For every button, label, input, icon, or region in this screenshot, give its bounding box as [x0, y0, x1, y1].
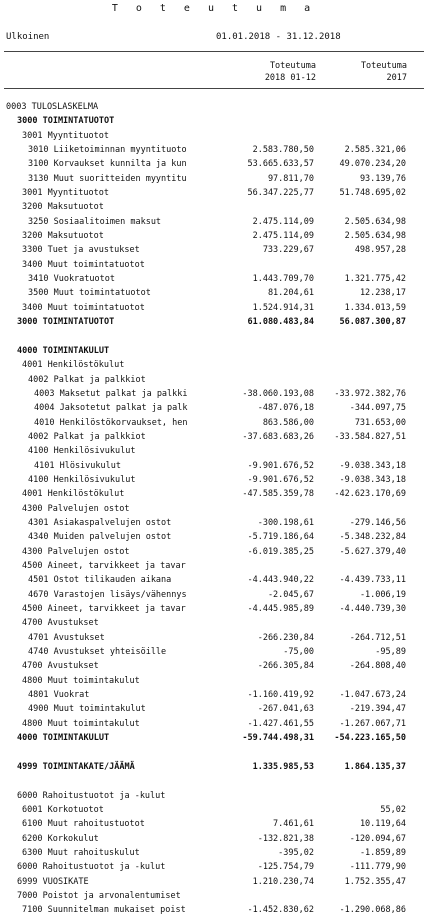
- row-label: 3200 Maksutuotot: [22, 231, 104, 242]
- row-value-current: 81.204,61: [267, 288, 314, 299]
- row-label: 7100 Suunnitelman mukaiset poist: [22, 905, 186, 916]
- row-value-previous: 2.505.634,98: [344, 216, 406, 227]
- column-header-current-line2: 2018 01-12: [264, 73, 316, 83]
- row-value-current: -1.452.830,62: [247, 905, 314, 916]
- row-value-previous: 2.505.634,98: [344, 231, 406, 242]
- table-row: [0, 430, 428, 444]
- row-value-current: 53.665.633,57: [247, 159, 314, 170]
- table-row: [0, 702, 428, 716]
- report-title: T o t e u t u m a: [111, 3, 317, 14]
- row-value-previous: -279.146,56: [349, 517, 406, 528]
- row-label: 6300 Muut rahoituskulut: [22, 847, 140, 858]
- row-value-current: -37.683.683,26: [242, 431, 314, 442]
- row-label: 3410 Vuokratuotot: [28, 274, 115, 285]
- table-row: [0, 502, 428, 516]
- row-label: 4002 Palkat ja palkkiot: [28, 431, 146, 442]
- row-value-previous: 2.585.321,06: [344, 145, 406, 156]
- row-value-current: 1.210.230,74: [252, 876, 314, 887]
- row-spacer: [0, 745, 428, 759]
- entity-label: Ulkoinen: [6, 32, 50, 42]
- row-value-current: -75,00: [283, 647, 314, 658]
- row-label: 4700 Avustukset: [22, 618, 99, 629]
- row-label: 4300 Palvelujen ostot: [22, 503, 130, 514]
- row-value-previous: 10.119,64: [359, 819, 406, 830]
- row-value-current: -2.045,67: [267, 589, 314, 600]
- table-row: [0, 760, 428, 774]
- table-row: [0, 573, 428, 587]
- row-value-previous: 56.087.300,87: [339, 317, 406, 328]
- row-value-current: -9.901.676,52: [247, 460, 314, 471]
- row-value-current: -266.230,84: [257, 632, 314, 643]
- table-row: [0, 889, 428, 903]
- row-value-current: -47.585.359,78: [242, 489, 314, 500]
- row-value-current: -300.198,61: [257, 517, 314, 528]
- row-value-current: 2.475.114,09: [252, 216, 314, 227]
- table-row: [0, 731, 428, 745]
- table-row: [0, 817, 428, 831]
- table-row: [0, 860, 428, 874]
- table-row: [0, 286, 428, 300]
- row-label: 4300 Palvelujen ostot: [22, 546, 130, 557]
- table-row: [0, 616, 428, 630]
- table-row: [0, 143, 428, 157]
- row-value-previous: -219.394,47: [349, 704, 406, 715]
- row-value-previous: -42.623.170,69: [334, 489, 406, 500]
- table-row: [0, 674, 428, 688]
- row-value-previous: -1.290.068,86: [339, 905, 406, 916]
- row-value-previous: -264.712,51: [349, 632, 406, 643]
- row-value-previous: -9.038.343,18: [339, 474, 406, 485]
- row-label: 3000 TOIMINTATUOTOT: [17, 317, 115, 328]
- row-value-current: 2.475.114,09: [252, 231, 314, 242]
- row-label: 4800 Muut toimintakulut: [22, 718, 140, 729]
- row-value-current: -395,02: [278, 847, 314, 858]
- row-label: 4801 Vuokrat: [28, 690, 90, 701]
- table-row: [0, 545, 428, 559]
- row-label: 6999 VUOSIKATE: [17, 876, 89, 887]
- row-value-current: 1.524.914,31: [252, 302, 314, 313]
- row-label: 4740 Avustukset yhteisöille: [28, 647, 167, 658]
- row-value-previous: -344.097,75: [349, 403, 406, 414]
- row-label: 3000 TOIMINTATUOTOT: [17, 116, 115, 127]
- row-value-previous: -9.038.343,18: [339, 460, 406, 471]
- row-label: 4999 TOIMINTAKATE/JÄÄMÄ: [17, 761, 135, 772]
- row-label: 4100 Henkilösivukulut: [28, 446, 136, 457]
- row-label: 3001 Myyntituotot: [22, 188, 109, 199]
- table-row: [0, 559, 428, 573]
- row-label: 7000 Poistot ja arvonalentumiset: [17, 890, 181, 901]
- row-value-previous: 1.864.135,37: [344, 761, 406, 772]
- row-value-current: -38.060.193,08: [242, 388, 314, 399]
- table-row: [0, 659, 428, 673]
- column-header-previous-line2: 2017: [386, 73, 407, 83]
- row-value-current: -487.076,18: [257, 403, 314, 414]
- row-label: 6000 Rahoitustuotot ja -kulut: [17, 790, 166, 801]
- table-row: [0, 803, 428, 817]
- row-label: 4010 Henkilöstökorvaukset, hen: [34, 417, 188, 428]
- column-header-current: [246, 60, 316, 84]
- table-row: [0, 373, 428, 387]
- table-row: [0, 645, 428, 659]
- row-label: 4800 Muut toimintakulut: [22, 675, 140, 686]
- row-value-current: 1.335.985,53: [252, 761, 314, 772]
- row-label: 4670 Varastojen lisäys/vähennys: [28, 589, 187, 600]
- table-row: [0, 530, 428, 544]
- row-label: 4101 Hlösivukulut: [34, 460, 121, 471]
- row-value-current: 863.586,00: [262, 417, 314, 428]
- row-value-previous: -1.859,89: [359, 847, 406, 858]
- row-label: 3400 Muut toimintatuotot: [22, 259, 145, 270]
- row-label: 4301 Asiakaspalvelujen ostot: [28, 517, 172, 528]
- row-value-previous: -264.808,40: [349, 661, 406, 672]
- table-row: [0, 459, 428, 473]
- row-label: 6100 Muut rahoitustuotot: [22, 819, 145, 830]
- row-label: 0003 TULOSLASKELMA: [6, 102, 99, 112]
- row-label: 3001 Myyntituotot: [22, 130, 109, 141]
- row-value-current: -9.901.676,52: [247, 474, 314, 485]
- row-value-previous: 93.139,76: [359, 173, 406, 184]
- table-row: [0, 631, 428, 645]
- table-row: [0, 100, 428, 114]
- table-row: [0, 200, 428, 214]
- row-value-previous: -4.440.739,30: [339, 604, 406, 615]
- table-row: [0, 473, 428, 487]
- row-value-current: 2.583.780,50: [252, 145, 314, 156]
- row-value-previous: 49.070.234,20: [339, 159, 406, 170]
- row-label: 4100 Henkilösivukulut: [28, 474, 136, 485]
- row-value-current: 1.443.709,70: [252, 274, 314, 285]
- row-value-current: -1.160.419,92: [247, 690, 314, 701]
- row-label: 4003 Maksetut palkat ja palkki: [34, 388, 188, 399]
- row-label: 4500 Aineet, tarvikkeet ja tavar: [22, 561, 186, 571]
- table-row: [0, 832, 428, 846]
- row-value-previous: -54.223.165,50: [334, 733, 406, 744]
- table-row: [0, 358, 428, 372]
- row-value-previous: -1.006,19: [359, 589, 406, 600]
- row-value-current: -132.821,38: [257, 833, 314, 844]
- table-row: [0, 157, 428, 171]
- row-value-previous: 51.748.695,02: [339, 188, 406, 199]
- table-row: [0, 229, 428, 243]
- table-row: [0, 602, 428, 616]
- row-label: 4002 Palkat ja palkkiot: [28, 374, 146, 385]
- column-header-previous: [345, 60, 407, 84]
- row-value-current: 61.080.483,84: [247, 317, 314, 328]
- income-statement-table: [0, 100, 428, 918]
- table-row: [0, 487, 428, 501]
- row-value-previous: -4.439.733,11: [339, 575, 406, 586]
- table-row: [0, 516, 428, 530]
- table-row: [0, 172, 428, 186]
- table-row: [0, 416, 428, 430]
- row-label: 3300 Tuet ja avustukset: [22, 245, 140, 256]
- row-value-previous: -33.584.827,51: [334, 431, 406, 442]
- table-row: [0, 129, 428, 143]
- row-value-previous: 1.321.775,42: [344, 274, 406, 285]
- table-row: [0, 243, 428, 257]
- row-value-previous: 1.334.013,59: [344, 302, 406, 313]
- table-row: [0, 315, 428, 329]
- row-value-current: -6.019.385,25: [247, 546, 314, 557]
- row-label: 4001 Henkilöstökulut: [22, 489, 125, 500]
- row-label: 4000 TOIMINTAKULUT: [17, 345, 110, 356]
- table-row: [0, 258, 428, 272]
- row-value-current: 733.229,67: [262, 245, 314, 256]
- row-value-previous: -33.972.382,76: [334, 388, 406, 399]
- row-label: 6001 Korkotuotot: [22, 804, 104, 815]
- table-row: [0, 903, 428, 917]
- row-value-previous: -120.094,67: [349, 833, 406, 844]
- column-header-previous-line1: Toteutuma: [360, 61, 407, 71]
- table-row: [0, 401, 428, 415]
- row-value-current: -1.427.461,55: [247, 718, 314, 729]
- row-label: 4340 Muiden palvelujen ostot: [28, 532, 172, 543]
- table-row: [0, 272, 428, 286]
- table-row: [0, 789, 428, 803]
- row-label: 3100 Korvaukset kunnilta ja kun: [28, 159, 187, 170]
- row-value-previous: -1.267.067,71: [339, 718, 406, 729]
- table-row: [0, 717, 428, 731]
- table-row: [0, 875, 428, 889]
- row-value-current: -59.744.498,31: [242, 733, 314, 744]
- table-row: [0, 846, 428, 860]
- column-header-current-line1: Toteutuma: [269, 61, 316, 71]
- row-value-current: -266.305,84: [257, 661, 314, 672]
- table-row: [0, 114, 428, 128]
- row-label: 3250 Sosiaalitoimen maksut: [28, 216, 162, 227]
- table-row: [0, 387, 428, 401]
- row-value-previous: -5.348.232,84: [339, 532, 406, 543]
- row-value-previous: 12.238,17: [359, 288, 406, 299]
- row-spacer: [0, 774, 428, 788]
- row-label: 6200 Korkokulut: [22, 833, 99, 844]
- row-value-current: -4.443.940,22: [247, 575, 314, 586]
- row-value-previous: 1.752.355,47: [344, 876, 406, 887]
- row-value-current: 7.461,61: [273, 819, 314, 830]
- row-label: 3500 Muut toimintatuotot: [28, 288, 151, 299]
- table-row: [0, 588, 428, 602]
- row-value-previous: 498.957,28: [354, 245, 406, 256]
- row-label: 3400 Muut toimintatuotot: [22, 302, 145, 313]
- row-value-current: 56.347.225,77: [247, 188, 314, 199]
- row-value-current: -125.754,79: [257, 862, 314, 873]
- table-row: [0, 301, 428, 315]
- row-label: 4000 TOIMINTAKULUT: [17, 733, 110, 744]
- row-label: 4701 Avustukset: [28, 632, 105, 643]
- table-row: [0, 215, 428, 229]
- table-row: [0, 444, 428, 458]
- row-value-current: -267.041,63: [257, 704, 314, 715]
- row-label: 3200 Maksutuotot: [22, 202, 104, 213]
- row-spacer: [0, 330, 428, 344]
- table-row: [0, 344, 428, 358]
- header-rule-top: [4, 51, 424, 52]
- row-label: 4700 Avustukset: [22, 661, 99, 672]
- header-rule-bottom: [4, 88, 424, 89]
- row-value-previous: -95,89: [375, 647, 406, 658]
- row-value-previous: -5.627.379,40: [339, 546, 406, 557]
- row-label: 6000 Rahoitustuotot ja -kulut: [17, 862, 166, 873]
- row-label: 3130 Muut suoritteiden myyntitu: [28, 173, 187, 184]
- row-label: 3010 Liiketoiminnan myyntituoto: [28, 145, 187, 156]
- table-row: [0, 186, 428, 200]
- row-label: 4001 Henkilöstökulut: [22, 360, 125, 371]
- row-value-previous: 731.653,00: [354, 417, 406, 428]
- row-value-current: -5.719.186,64: [247, 532, 314, 543]
- row-value-current: -4.445.985,89: [247, 604, 314, 615]
- row-value-current: 97.811,70: [267, 173, 314, 184]
- row-label: 4004 Jaksotetut palkat ja palk: [34, 403, 188, 414]
- row-value-previous: 55,02: [380, 804, 406, 815]
- row-label: 4500 Aineet, tarvikkeet ja tavar: [22, 604, 186, 615]
- row-value-previous: -111.779,90: [349, 862, 406, 873]
- period-label: 01.01.2018 - 31.12.2018: [216, 32, 341, 42]
- table-row: [0, 688, 428, 702]
- row-label: 4900 Muut toimintakulut: [28, 704, 146, 715]
- row-value-previous: -1.047.673,24: [339, 690, 406, 701]
- row-label: 4501 Ostot tilikauden aikana: [28, 575, 172, 586]
